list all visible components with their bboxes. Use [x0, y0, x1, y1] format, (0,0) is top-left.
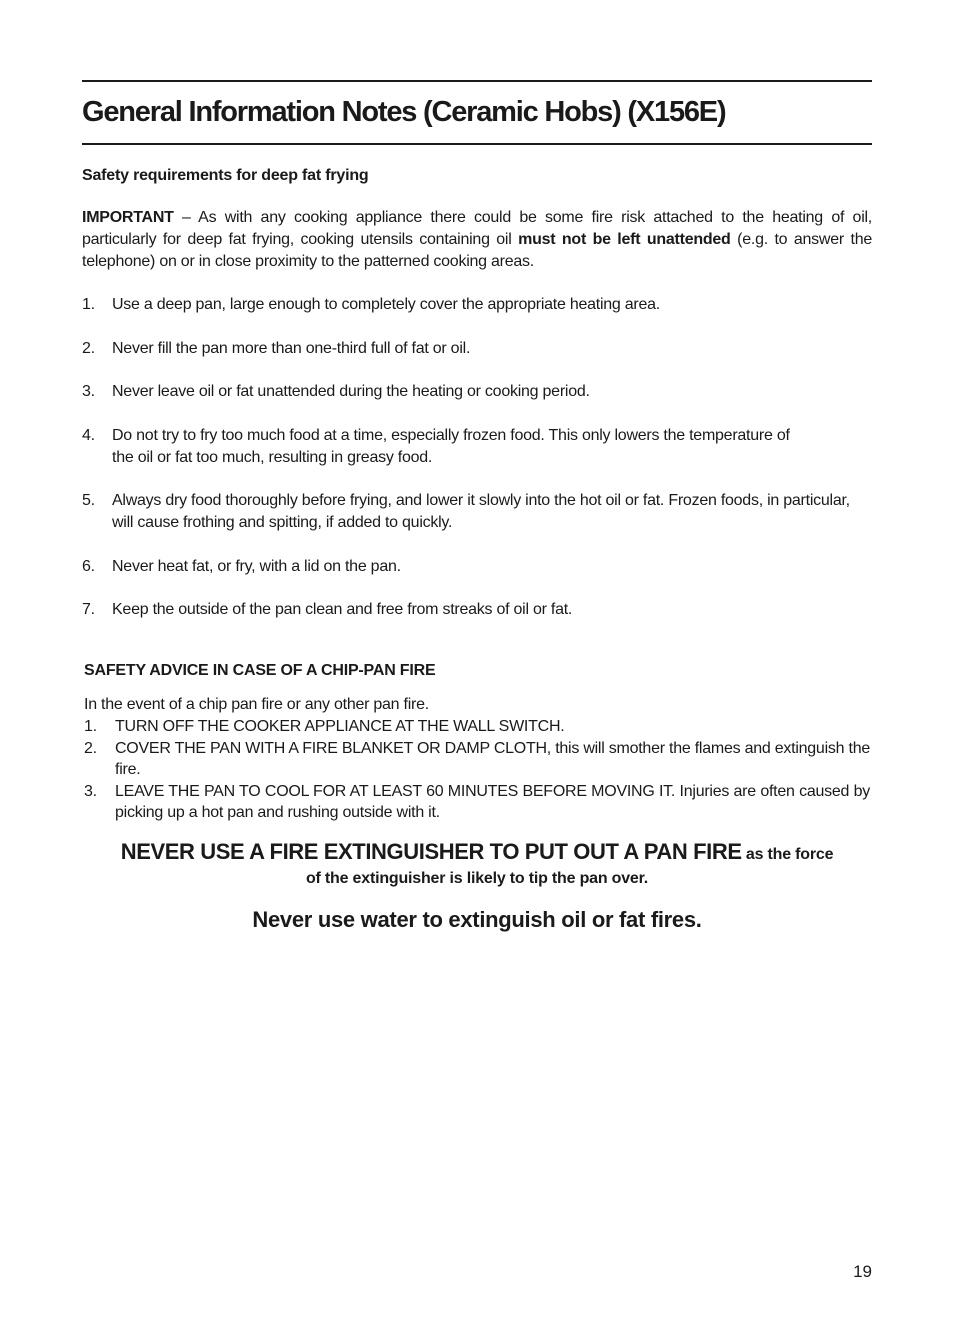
item-text: COVER THE PAN WITH A FIRE BLANKET OR DAMP CLOTH, this will smother the flames and extinguish the fire. — [115, 739, 870, 778]
important-text-1: – As with any cooking appliance there could be some fire risk attached to the heating of oil, particularly for deep fat frying, cooking utensils containing oil — [82, 209, 872, 248]
item-number: 3. — [82, 383, 95, 400]
item-number: 2. — [82, 339, 95, 357]
item-number: 6. — [82, 557, 95, 575]
item-number: 1. — [84, 718, 97, 735]
list-item — [82, 599, 872, 621]
page-number: 19 — [853, 1262, 872, 1281]
item-number: 5. — [82, 492, 95, 509]
item-text: Always dry food thoroughly before frying, and lower it slowly into the hot oil or fat. Frozen foods, in particular, will cause frothing and spitting, if added to quickly. — [112, 492, 850, 531]
list-item — [84, 716, 870, 738]
page-title: General Information Notes (Ceramic Hobs) (X156E) — [82, 96, 726, 128]
frying-requirements-list — [82, 294, 872, 643]
important-text-2: (e.g. to answer the telephone) on or in close proximity to the patterned cooking areas. — [82, 231, 873, 270]
item-text: Keep the outside of the pan clean and free from streaks of oil or fat. — [112, 601, 573, 618]
important-label: IMPORTANT — [82, 209, 174, 226]
list-item — [82, 490, 872, 534]
fire-advice-list — [84, 716, 870, 824]
item-number: 2. — [84, 739, 97, 757]
list-item — [82, 425, 812, 469]
list-item — [82, 294, 872, 316]
item-text: TURN OFF THE COOKER APPLIANCE AT THE WALL SWITCH. — [115, 718, 565, 735]
item-text: Use a deep pan, large enough to completely cover the appropriate heating area. — [112, 296, 660, 313]
item-text: Never heat fat, or fry, with a lid on the pan. — [112, 557, 401, 575]
item-text: Never leave oil or fat unattended during the heating or cooking period. — [112, 383, 590, 400]
item-text: Never fill the pan more than one-third full of fat or oil. — [112, 339, 471, 357]
water-warning: Never use water to extinguish oil or fat fires. — [252, 907, 702, 932]
item-number: 7. — [82, 601, 95, 618]
title-top-rule — [82, 80, 872, 82]
chip-pan-fire-heading: SAFETY ADVICE IN CASE OF A CHIP-PAN FIRE — [84, 662, 436, 679]
item-number: 1. — [82, 296, 95, 313]
deep-fat-frying-heading: Safety requirements for deep fat frying — [82, 167, 369, 184]
list-item — [82, 338, 872, 360]
manual-page — [82, 0, 872, 1336]
item-number: 3. — [84, 782, 97, 800]
item-number: 4. — [82, 426, 95, 444]
item-text: LEAVE THE PAN TO COOL FOR AT LEAST 60 MINUTES BEFORE MOVING IT. Injuries are often caused by picking up a hot pan and rushing outside with it. — [115, 782, 870, 821]
list-item — [82, 556, 872, 578]
list-item — [84, 738, 870, 781]
extinguisher-warning-reason-1: as the force — [741, 846, 834, 863]
list-item — [82, 381, 872, 403]
important-notice — [82, 207, 872, 273]
chip-pan-fire-intro: In the event of a chip pan fire or any other pan fire. — [84, 696, 429, 713]
important-bold-text: must not be left unattended — [518, 231, 731, 248]
extinguisher-warning — [82, 841, 872, 866]
extinguisher-warning-reason-2: of the extinguisher is likely to tip the pan over. — [305, 870, 649, 887]
extinguisher-warning-headline: NEVER USE A FIRE EXTINGUISHER TO PUT OUT A PAN FIRE — [120, 839, 742, 864]
title-bottom-rule — [82, 143, 872, 145]
item-text: Do not try to fry too much food at a time, especially frozen food. This only lowers the temperature of the oil or fat too much, resulting in greasy food. — [112, 426, 790, 466]
list-item — [84, 781, 870, 824]
